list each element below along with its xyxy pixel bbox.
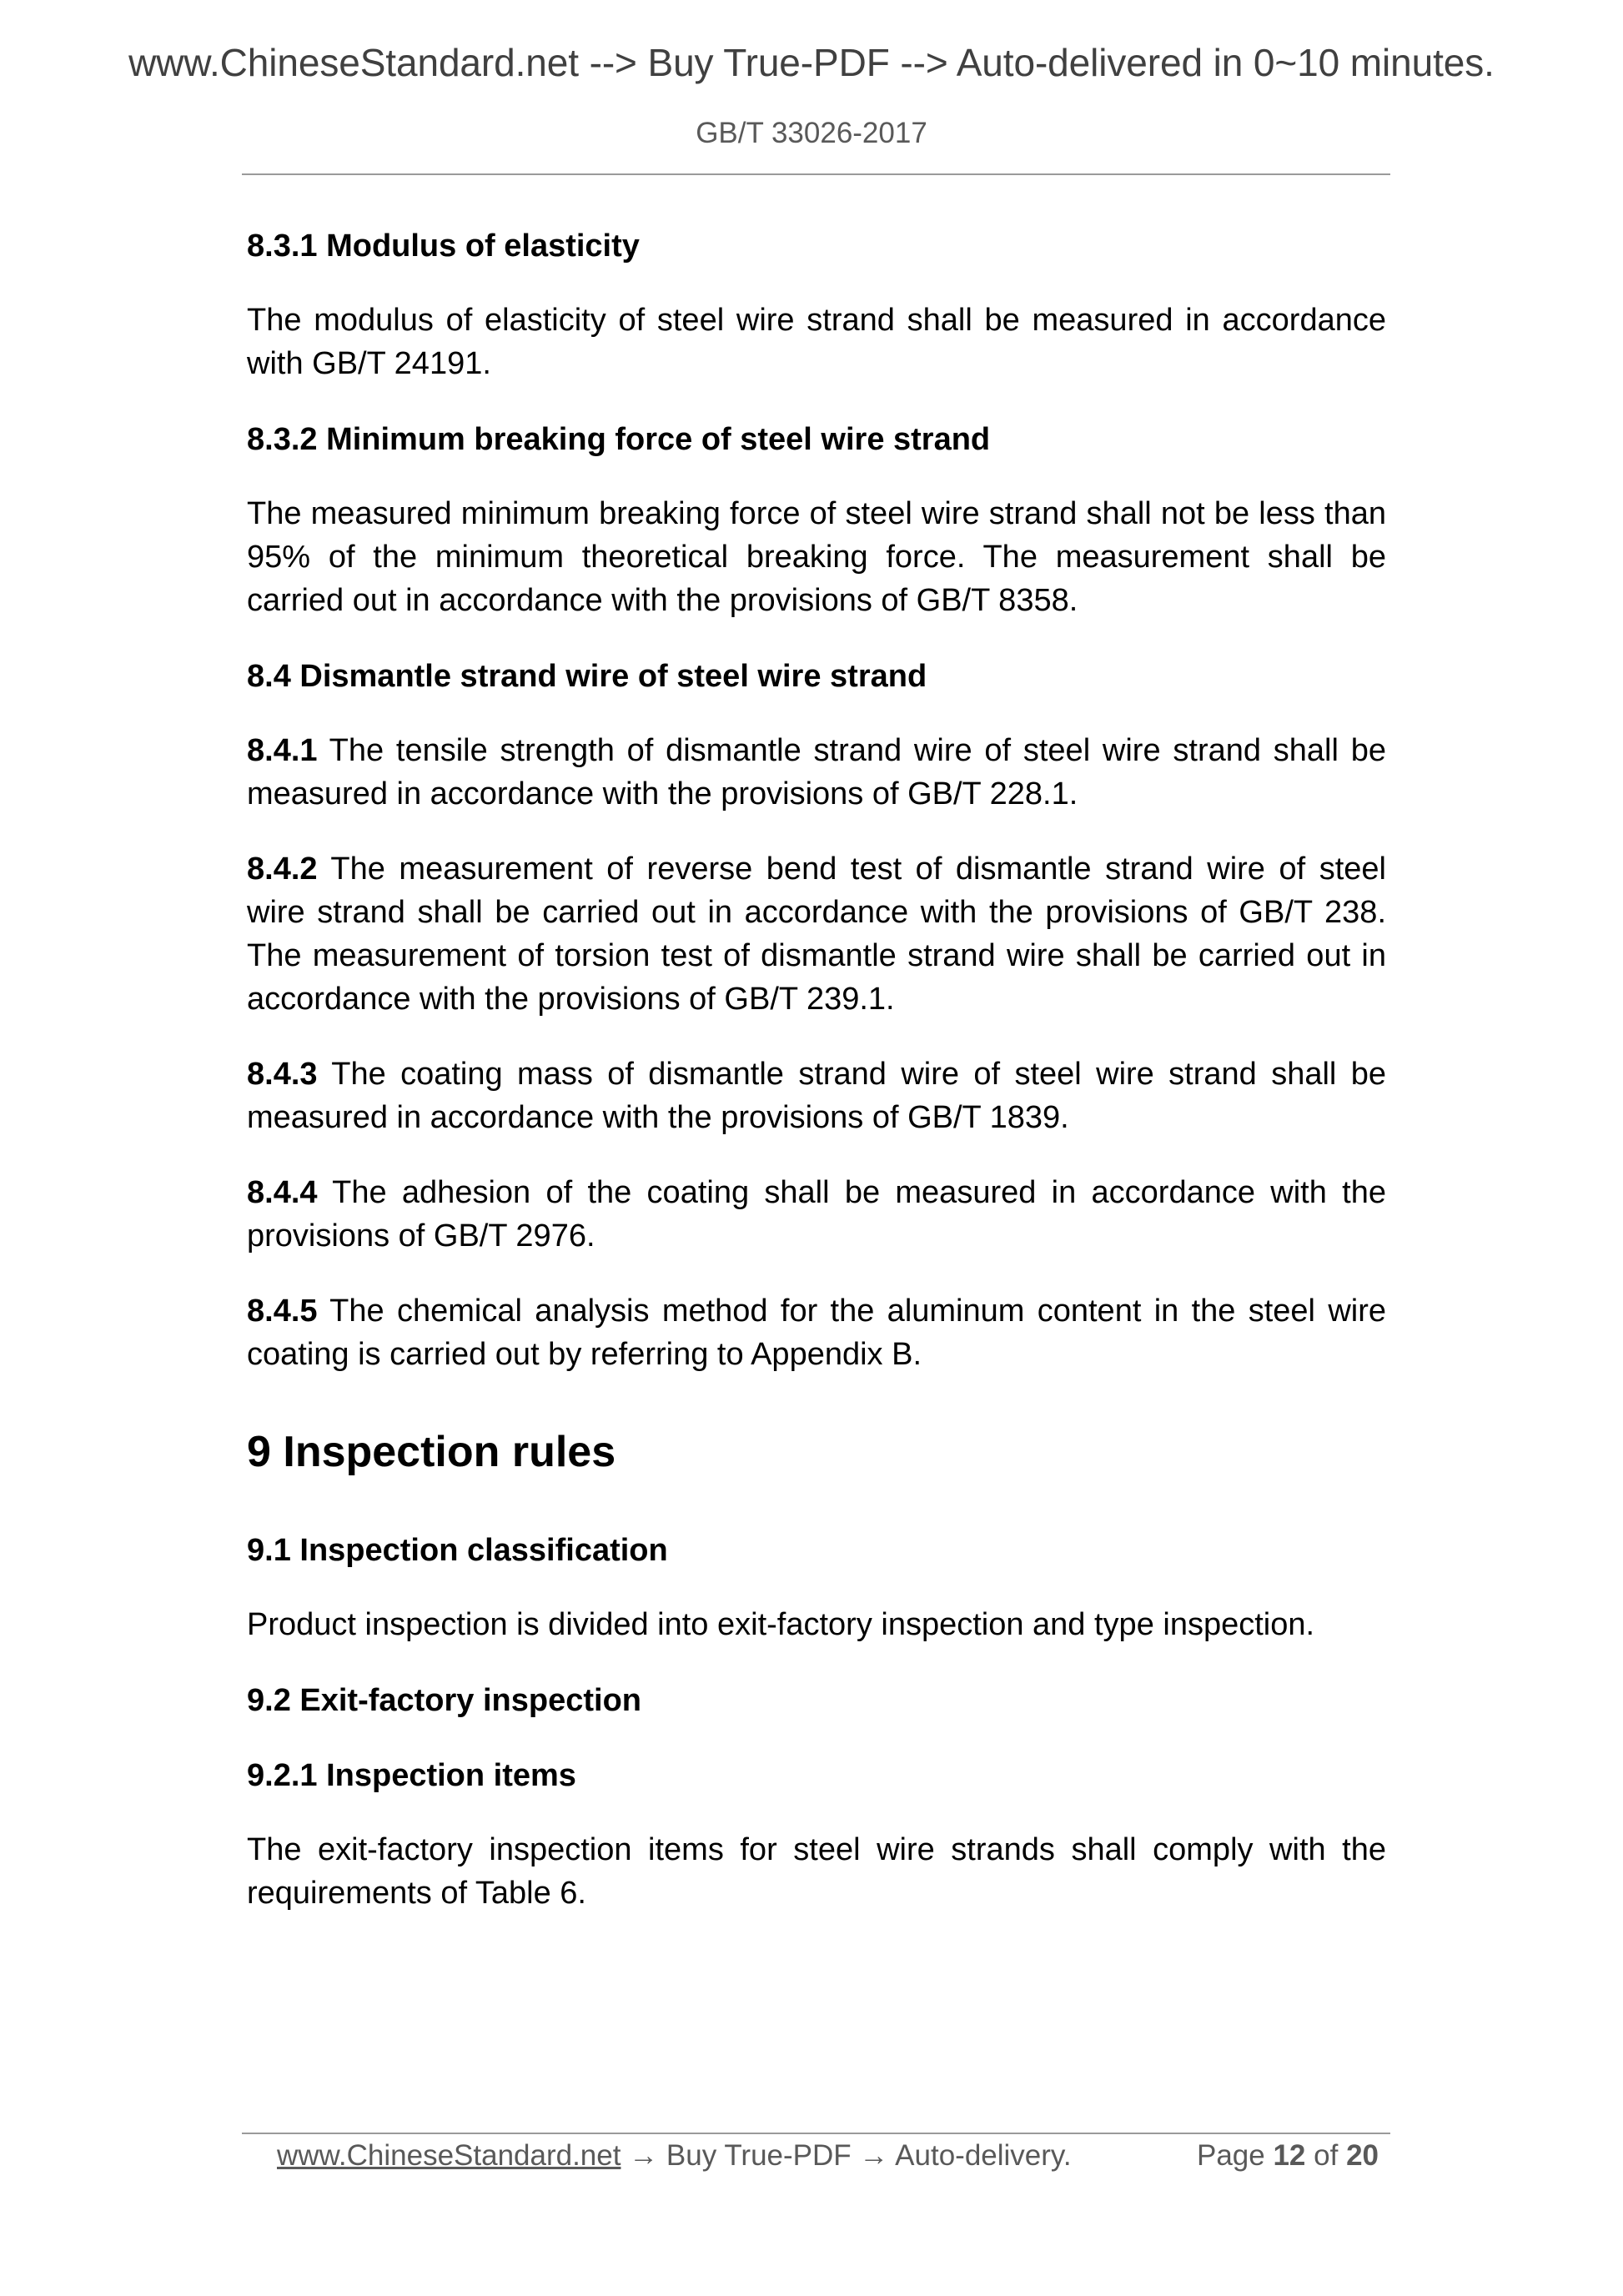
page-content: [247, 224, 1386, 1915]
section-8-4-2-number: 8.4.2: [247, 852, 318, 887]
section-9-2-1-text: The exit-factory inspection items for steel wire strands shall comply with the requirements of Table 6.: [247, 1832, 1386, 1911]
section-8-4-4-paragraph: [247, 1171, 1386, 1258]
footer-website-link[interactable]: www.ChineseStandard.net: [277, 2139, 621, 2172]
section-9-1-text: Product inspection is divided into exit-factory inspection and type inspection.: [247, 1607, 1315, 1642]
section-8-4-3-number: 8.4.3: [247, 1057, 318, 1092]
section-8-4-4-number: 8.4.4: [247, 1175, 318, 1210]
header-divider: [242, 173, 1390, 175]
page-of-label: of: [1314, 2139, 1339, 2172]
footer-divider: [242, 2133, 1390, 2134]
page-current: 12: [1273, 2139, 1306, 2172]
section-8-4-4-text: The adhesion of the coating shall be measured in accordance with the provisions of GB/T 2976.: [247, 1175, 1386, 1254]
section-8-3-1-text: The modulus of elasticity of steel wire strand shall be measured in accordance with GB/T 24191.: [247, 303, 1386, 381]
page-label: Page: [1196, 2139, 1265, 2172]
section-8-4-3-paragraph: [247, 1053, 1386, 1139]
section-8-3-2-text: The measured minimum breaking force of steel wire strand shall not be less than 95% of the minimum theoretical breaking force. The measurement shall be carried out in accordance with the provisions of GB/T 8358.: [247, 496, 1386, 618]
footer-buy-text: Buy True-PDF: [658, 2139, 860, 2172]
section-9-1-heading: 9.1 Inspection classification: [247, 1533, 668, 1568]
section-8-4-2-paragraph: [247, 847, 1386, 1021]
section-8-3-1-heading: 8.3.1 Modulus of elasticity: [247, 229, 640, 264]
section-8-4-1-paragraph: [247, 729, 1386, 816]
section-8-4-1-number: 8.4.1: [247, 733, 318, 768]
document-id: GB/T 33026-2017: [696, 117, 927, 149]
page-number: [1197, 2139, 1379, 2173]
footer-left: [277, 2139, 1072, 2173]
arrow-right-icon: →: [859, 2139, 889, 2172]
section-8-4-5-paragraph: [247, 1289, 1386, 1376]
section-8-4-5-number: 8.4.5: [247, 1294, 318, 1329]
header-banner: www.ChineseStandard.net --> Buy True-PDF --> Auto-delivered in 0~10 minutes.: [128, 41, 1495, 84]
section-8-4-5-text: The chemical analysis method for the aluminum content in the steel wire coating is carried out by referring to Appendix B.: [247, 1294, 1386, 1372]
chapter-9-heading: 9 Inspection rules: [247, 1428, 616, 1476]
section-9-2-heading: 9.2 Exit-factory inspection: [247, 1683, 642, 1718]
footer-delivery-text: Auto-delivery.: [888, 2139, 1072, 2172]
section-8-3-2-heading: 8.3.2 Minimum breaking force of steel wire strand: [247, 422, 991, 457]
arrow-right-icon: →: [629, 2139, 659, 2172]
section-8-4-heading: 8.4 Dismantle strand wire of steel wire strand: [247, 659, 927, 694]
page-footer: [0, 2139, 1623, 2173]
section-8-4-1-text: The tensile strength of dismantle strand wire of steel wire strand shall be measured in accordance with the provisions of GB/T 228.1.: [247, 733, 1386, 811]
section-9-2-1-heading: 9.2.1 Inspection items: [247, 1758, 576, 1793]
page-total: 20: [1346, 2139, 1379, 2172]
section-8-4-3-text: The coating mass of dismantle strand wire of steel wire strand shall be measured in accordance with the provisions of GB/T 1839.: [247, 1057, 1386, 1135]
section-8-4-2-text: The measurement of reverse bend test of dismantle strand wire of steel wire strand shall be carried out in accordance with the provisions of GB/T 238. The measurement of torsion test of dismantle strand wire shall be carried out in accordance with the provisions of GB/T 239.1.: [247, 852, 1386, 1017]
